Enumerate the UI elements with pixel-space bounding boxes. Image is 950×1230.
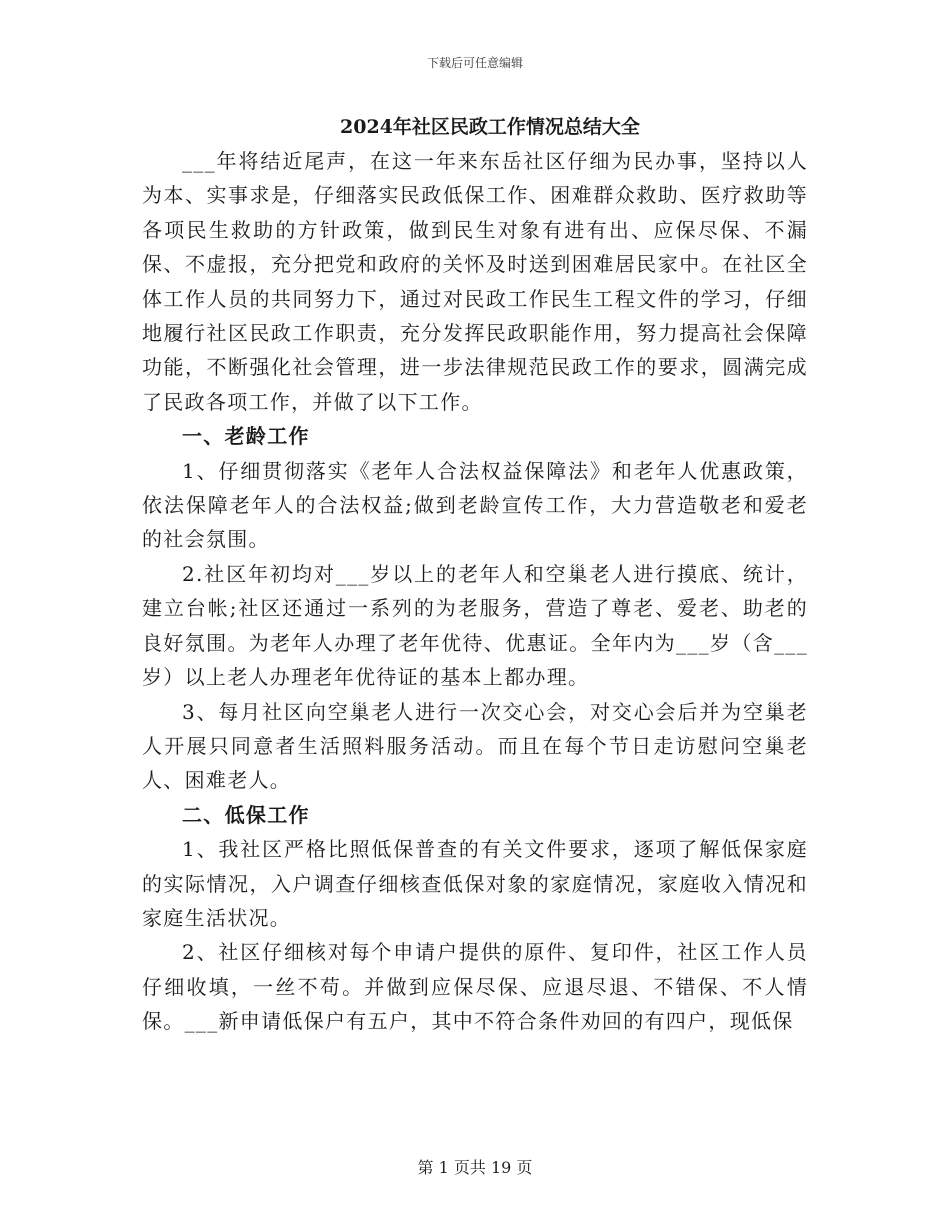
- paragraph: 3、每月社区向空巢老人进行一次交心会，对交心会后并为空巢老人开展只同意者生活照料服务活动。而且在每个节日走访慰问空巢老人、困难老人。: [142, 699, 808, 793]
- paragraph: 1、我社区严格比照低保普查的有关文件要求，逐项了解低保家庭的实际情况，入户调查仔细核查低保对象的家庭情况，家庭收入情况和家庭生活状况。: [142, 837, 808, 930]
- header-note: 下载后可任意编辑: [426, 56, 523, 70]
- paragraph: 1、仔细贯彻落实《老年人合法权益保障法》和老年人优惠政策，依法保障老年人的合法权益;做到老龄宣传工作，大力营造敬老和爱老的社会氛围。: [142, 458, 808, 552]
- document-body: [142, 112, 808, 1039]
- document-title: 2024年社区民政工作情况总结大全: [340, 116, 640, 138]
- page-footer: 第 1 页共 19 页: [417, 1158, 533, 1177]
- paragraph: 2.社区年初均对___岁以上的老年人和空巢老人进行摸底、统计，建立台帐;社区还通过一系列的为老服务，营造了尊老、爱老、助老的良好氛围。为老年人办理了老年优待、优惠证。全年内为___岁（含___岁）以上老人办理老年优待证的基本上都办理。: [142, 561, 808, 690]
- paragraph: 2、社区仔细核对每个申请户提供的原件、复印件，社区工作人员仔细收填，一丝不苟。并做到应保尽保、应退尽退、不错保、不人情保。___新申请低保户有五户，其中不符合条件劝回的有四户，现低保: [142, 940, 808, 1034]
- section-heading-elderly: 一、老龄工作: [182, 424, 310, 449]
- section-heading-minimum-living: 二、低保工作: [182, 802, 310, 827]
- intro-paragraph: ___年将结近尾声，在这一年来东岳社区仔细为民办事，坚持以人为本、实事求是，仔细落实民政低保工作、困难群众救助、医疗救助等各项民生救助的方针政策，做到民生对象有进有出、应保尽保、不漏保、不虚报，充分把党和政府的关怀及时送到困难居民家中。在社区全体工作人员的共同努力下，通过对民政工作民生工程文件的学习，仔细地履行社区民政工作职责，充分发挥民政职能作用，努力提高社会保障功能，不断强化社会管理，进一步法律规范民政工作的要求，圆满完成了民政各项工作，并做了以下工作。: [142, 149, 808, 414]
